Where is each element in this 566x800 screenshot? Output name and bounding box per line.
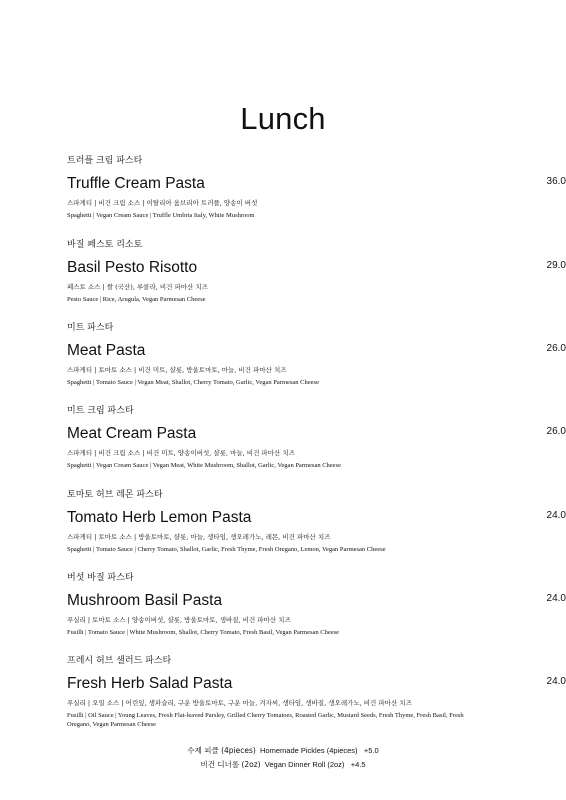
extra-english-name: Vegan Dinner Roll (2oz): [264, 760, 345, 769]
item-price: 26.0: [546, 343, 566, 354]
item-price: 26.0: [546, 426, 566, 437]
menu-item-tomato-herb-lemon-pasta: [67, 490, 566, 554]
item-english-description: Fusilli | Tomato Sauce | White Mushroom, Shallot, Cherry Tomato, Fresh Basil, Vegan Parmesan Cheese: [67, 629, 340, 636]
item-price: 24.0: [546, 510, 566, 521]
extra-price: +5.0: [363, 746, 379, 755]
menu-title: Lunch: [240, 101, 326, 136]
item-korean-name: 토마토 허브 레몬 파스타: [67, 490, 163, 500]
item-english-name: Tomato Herb Lemon Pasta: [67, 509, 252, 526]
item-english-description: Spaghetti | Tomato Sauce | Vegan Meat, Shallot, Cherry Tomato, Garlic, Vegan Parmesan Cheese: [67, 379, 319, 386]
item-korean-description: 페스토 소스 | 쌀 (국산), 루콜라, 비건 파마산 치즈: [67, 283, 208, 291]
menu-item-basil-pesto-risotto: [67, 240, 566, 304]
extra-item-dinner-roll: [0, 758, 566, 772]
item-english-description: Pesto Sauce | Rice, Arugula, Vegan Parmesan Cheese: [67, 296, 206, 303]
extra-english-name: Homemade Pickles (4pieces): [260, 746, 358, 755]
extra-korean-name: 수제 피클 (4pieces): [187, 746, 256, 755]
item-english-name: Truffle Cream Pasta: [67, 175, 205, 192]
menu-item-meat-pasta: [67, 323, 566, 387]
item-english-description: Spaghetti | Vegan Cream Sauce | Truffle Umbria Italy, White Mushroom: [67, 212, 255, 219]
item-english-name: Fresh Herb Salad Pasta: [67, 675, 233, 692]
item-english-description: Spaghetti | Vegan Cream Sauce | Vegan Meat, White Mushroom, Shallot, Garlic, Vegan Parmesan Cheese: [67, 462, 341, 469]
menu-item-fresh-herb-salad-pasta: [67, 656, 566, 729]
item-korean-name: 바질 페스토 리소토: [67, 240, 143, 250]
item-english-name: Meat Cream Pasta: [67, 425, 197, 442]
extra-item-pickles: [0, 744, 566, 758]
item-korean-description: 푸실리 | 오일 소스 | 어린잎, 생파슬리, 구운 방울토마토, 구운 마늘, 겨자씨, 생타임, 생바질, 생오레가노, 비건 파마산 치즈: [67, 699, 412, 707]
menu-item-mushroom-basil-pasta: [67, 573, 566, 637]
item-korean-description: 스파게티 | 비건 크림 소스 | 비건 미트, 양송이버섯, 샬롯, 마늘, 비건 파마산 치즈: [67, 449, 295, 457]
extras-list: [0, 744, 566, 772]
item-english-name: Meat Pasta: [67, 342, 146, 359]
item-price: 29.0: [546, 260, 566, 271]
item-price: 24.0: [546, 593, 566, 604]
item-english-description: Spaghetti | Tomato Sauce | Cherry Tomato, Shallot, Garlic, Fresh Thyme, Fresh Oregano, Lemon, Vegan Parmesan Cheese: [67, 546, 386, 553]
menu-item-meat-cream-pasta: [67, 406, 566, 470]
item-korean-description: 스파게티 | 비건 크림 소스 | 이탈리아 움브리아 트러플, 양송이 버섯: [67, 199, 258, 207]
item-english-name: Basil Pesto Risotto: [67, 259, 198, 276]
item-korean-description: 스파게티 | 토마토 소스 | 비건 미트, 샬롯, 방울토마토, 마늘, 비건 파마산 치즈: [67, 366, 287, 374]
item-korean-name: 미트 파스타: [67, 323, 114, 333]
item-korean-name: 트러플 크림 파스타: [67, 156, 143, 166]
item-korean-name: 미트 크림 파스타: [67, 406, 134, 416]
item-price: 24.0: [546, 676, 566, 687]
menu-item-truffle-cream-pasta: [67, 156, 566, 220]
item-price: 36.0: [546, 176, 566, 187]
item-korean-name: 버섯 바질 파스타: [67, 573, 134, 583]
extra-price: +4.5: [350, 760, 366, 769]
item-english-name: Mushroom Basil Pasta: [67, 592, 223, 609]
item-korean-name: 프레시 허브 샐러드 파스타: [67, 656, 172, 666]
extra-korean-name: 비건 디너롤 (2oz): [200, 760, 261, 769]
item-english-description: Fusilli | Oil Sauce | Young Leaves, Fresh Flat-leaved Parsley, Grilled Cherry Tomatoes, Roasted Garlic, Mustard Seeds, Fresh Thyme, Fresh Basil, Fresh Oregano, Vegan Parmesan Cheese: [67, 712, 464, 728]
item-korean-description: 푸실리 | 토마토 소스 | 양송이버섯, 샬롯, 방울토마토, 생바질, 비건 파마산 치즈: [67, 616, 291, 624]
item-korean-description: 스파게티 | 토마토 소스 | 방울토마토, 샬롯, 마늘, 생타임, 생오레가노, 레몬, 비건 파마산 치즈: [67, 533, 331, 541]
